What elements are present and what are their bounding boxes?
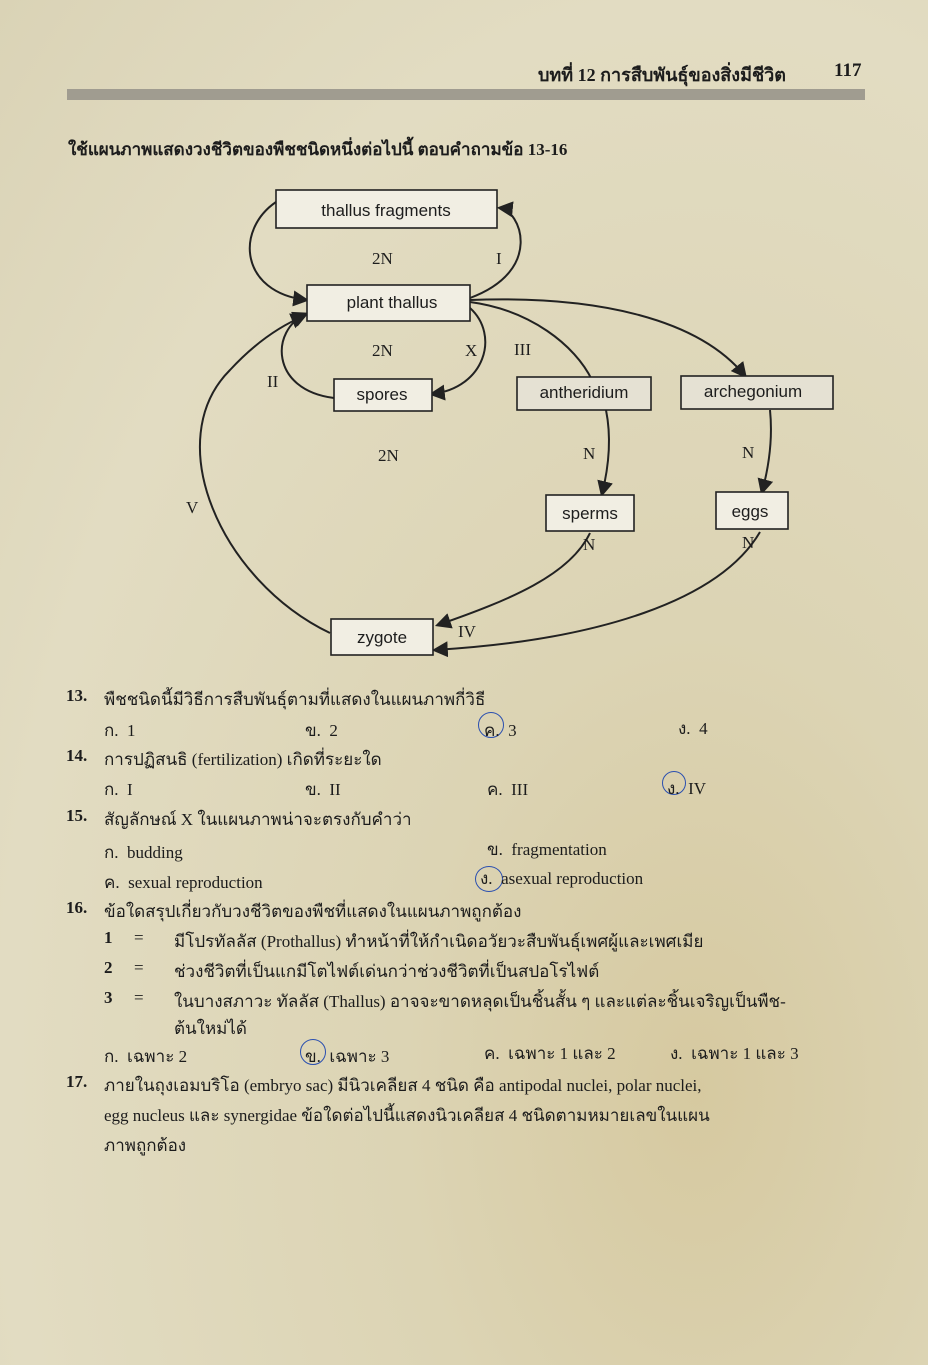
choice-key: ง.	[667, 779, 680, 798]
edge-archegonium-to-eggs	[762, 410, 771, 492]
choice-text: sexual reproduction	[128, 873, 263, 892]
statement-3-text-cont: ต้นใหม่ได้	[174, 1019, 247, 1038]
node-zygote	[331, 619, 433, 655]
choice-key: ก.	[104, 721, 119, 740]
question-16-text: ข้อใดสรุปเกี่ยวกับวงชีวิตของพืชที่แสดงในแผนภาพถูกต้อง	[104, 902, 522, 921]
choice-text: asexual reproduction	[501, 869, 644, 888]
question-13-number: 13.	[66, 686, 88, 705]
choice-text: เฉพาะ 2	[127, 1047, 188, 1066]
edge-zygote-to-plant	[200, 316, 330, 633]
label-X: X	[465, 341, 478, 360]
label-n-sperms: N	[583, 535, 596, 554]
q16-choice-d	[670, 1040, 799, 1067]
choice-key: ง.	[678, 719, 691, 738]
q16-choice-b	[305, 1043, 389, 1070]
label-III: III	[514, 340, 531, 359]
question-17-line-1: ภายในถุงเอมบริโอ (embryo sac) มีนิวเคลียส 4 ชนิด คือ antipodal nuclei, polar nuclei,	[104, 1076, 702, 1095]
choice-text: 3	[508, 721, 517, 740]
choice-text: II	[329, 780, 341, 799]
statement-3-number: 3	[104, 988, 113, 1007]
node-eggs-label: eggs	[731, 502, 769, 521]
node-plant-thallus-label: plant thallus	[346, 293, 438, 312]
label-2n-low: 2N	[378, 446, 399, 465]
q13-choice-d	[678, 715, 708, 742]
node-archegonium-label: archegonium	[703, 382, 803, 401]
choice-key: ค.	[487, 780, 503, 799]
choice-text: I	[127, 780, 133, 799]
q16-choice-c	[484, 1040, 616, 1067]
choice-text: เฉพาะ 1 และ 3	[691, 1044, 799, 1063]
choice-key: ข.	[305, 1047, 321, 1066]
q14-choice-a	[104, 776, 133, 803]
q15-choice-b	[487, 836, 607, 863]
label-2n-top: 2N	[372, 249, 393, 268]
node-thallus-fragments-label: thallus fragments	[321, 201, 451, 220]
q15-choice-a	[104, 839, 183, 866]
chapter-title: บทที่ 12 การสืบพันธุ์ของสิ่งมีชีวิต	[538, 65, 786, 85]
label-V: V	[186, 498, 199, 517]
statement-1-text: มีโปรทัลลัส (Prothallus) ทำหน้าที่ให้กำเนิดอวัยวะสืบพันธุ์เพศผู้และเพศเมีย	[174, 932, 704, 951]
choice-key: ก.	[104, 780, 119, 799]
q13-choice-a	[104, 717, 136, 744]
q14-choice-b	[305, 776, 341, 803]
choice-text: 2	[329, 721, 338, 740]
q13-choice-c	[484, 717, 517, 744]
choice-key: ก.	[104, 1047, 119, 1066]
node-sperms	[546, 495, 634, 531]
label-2n-mid: 2N	[372, 341, 393, 360]
choice-text: เฉพาะ 1 และ 2	[508, 1044, 616, 1063]
instruction: ใช้แผนภาพแสดงวงชีวิตของพืชชนิดหนึ่งต่อไปนี้ ตอบคำถามข้อ 13-16	[68, 140, 568, 159]
label-IV: IV	[458, 622, 476, 641]
question-14-number: 14.	[66, 746, 88, 765]
node-zygote-label: zygote	[356, 628, 408, 647]
label-n-archegonium: N	[742, 443, 755, 462]
question-15-text: สัญลักษณ์ X ในแผนภาพน่าจะตรงกับคำว่า	[104, 810, 412, 829]
choice-key: ข.	[487, 840, 503, 859]
choice-key: ค.	[104, 873, 120, 892]
choice-text: 1	[127, 721, 136, 740]
question-13-text: พืชชนิดนี้มีวิธีการสืบพันธุ์ตามที่แสดงในแผนภาพกี่วิธี	[104, 690, 486, 709]
node-antheridium	[517, 377, 651, 410]
choice-text: fragmentation	[511, 840, 607, 859]
statement-2-text: ช่วงชีวิตที่เป็นแกมีโตไฟต์เด่นกว่าช่วงชีวิตที่เป็นสปอโรไฟต์	[174, 962, 600, 981]
statement-1-number: 1	[104, 928, 113, 947]
question-17-line-2: egg nucleus และ synergidae ข้อใดต่อไปนี้แสดงนิวเคลียส 4 ชนิดตามหมายเลขในแผน	[104, 1106, 710, 1125]
choice-key: ข.	[305, 721, 321, 740]
choice-key: ง.	[480, 869, 493, 888]
label-II: II	[267, 372, 279, 391]
statement-3-text: ในบางสภาวะ ทัลลัส (Thallus) อาจจะขาดหลุดเป็นชิ้นสั้น ๆ และแต่ละชิ้นเจริญเป็นพืช-	[174, 992, 786, 1011]
choice-key: ง.	[670, 1044, 683, 1063]
life-cycle-diagram	[0, 0, 928, 680]
edge-eggs-to-zygote	[435, 532, 760, 650]
q13-choice-b	[305, 717, 338, 744]
node-sperms-label: sperms	[562, 504, 618, 523]
statement-3-eq: =	[134, 988, 144, 1007]
q15-choice-c	[104, 869, 263, 896]
statement-2-eq: =	[134, 958, 144, 977]
edge-plant-to-antheridium	[470, 302, 592, 380]
question-16-number: 16.	[66, 898, 88, 917]
question-17-line-3: ภาพถูกต้อง	[104, 1136, 187, 1155]
q14-choice-c	[487, 776, 528, 803]
edge-plant-to-archegonium	[470, 299, 745, 376]
node-spores-label: spores	[356, 385, 408, 404]
edge-sperms-to-zygote	[438, 533, 590, 625]
choice-key: ค.	[484, 721, 500, 740]
q16-choice-a	[104, 1043, 187, 1070]
q14-choice-d	[667, 775, 706, 802]
node-antheridium-label: antheridium	[539, 383, 629, 402]
page-number: 117	[834, 60, 862, 81]
edge-spores-to-plant	[282, 314, 334, 398]
node-thallus-fragments	[276, 190, 497, 228]
choice-text: budding	[127, 843, 183, 862]
choice-text: เฉพาะ 3	[329, 1047, 390, 1066]
question-14-text: การปฏิสนธิ (fertilization) เกิดที่ระยะใด	[104, 750, 382, 769]
question-15-number: 15.	[66, 806, 88, 825]
question-17-number: 17.	[66, 1072, 88, 1091]
label-n-eggs: N	[742, 533, 755, 552]
choice-key: ก.	[104, 843, 119, 862]
choice-text: 4	[699, 719, 708, 738]
statement-1-eq: =	[134, 928, 144, 947]
edge-antheridium-to-sperms	[602, 410, 609, 494]
node-eggs	[716, 492, 788, 529]
choice-text: III	[511, 780, 529, 799]
node-plant-thallus	[307, 285, 470, 321]
choice-key: ข.	[305, 780, 321, 799]
q15-choice-d	[480, 865, 643, 892]
label-I: I	[496, 249, 502, 268]
choice-text: IV	[688, 779, 707, 798]
node-archegonium	[681, 376, 833, 409]
label-n-antheridium: N	[583, 444, 596, 463]
statement-2-number: 2	[104, 958, 113, 977]
node-spores	[334, 379, 432, 411]
choice-key: ค.	[484, 1044, 500, 1063]
